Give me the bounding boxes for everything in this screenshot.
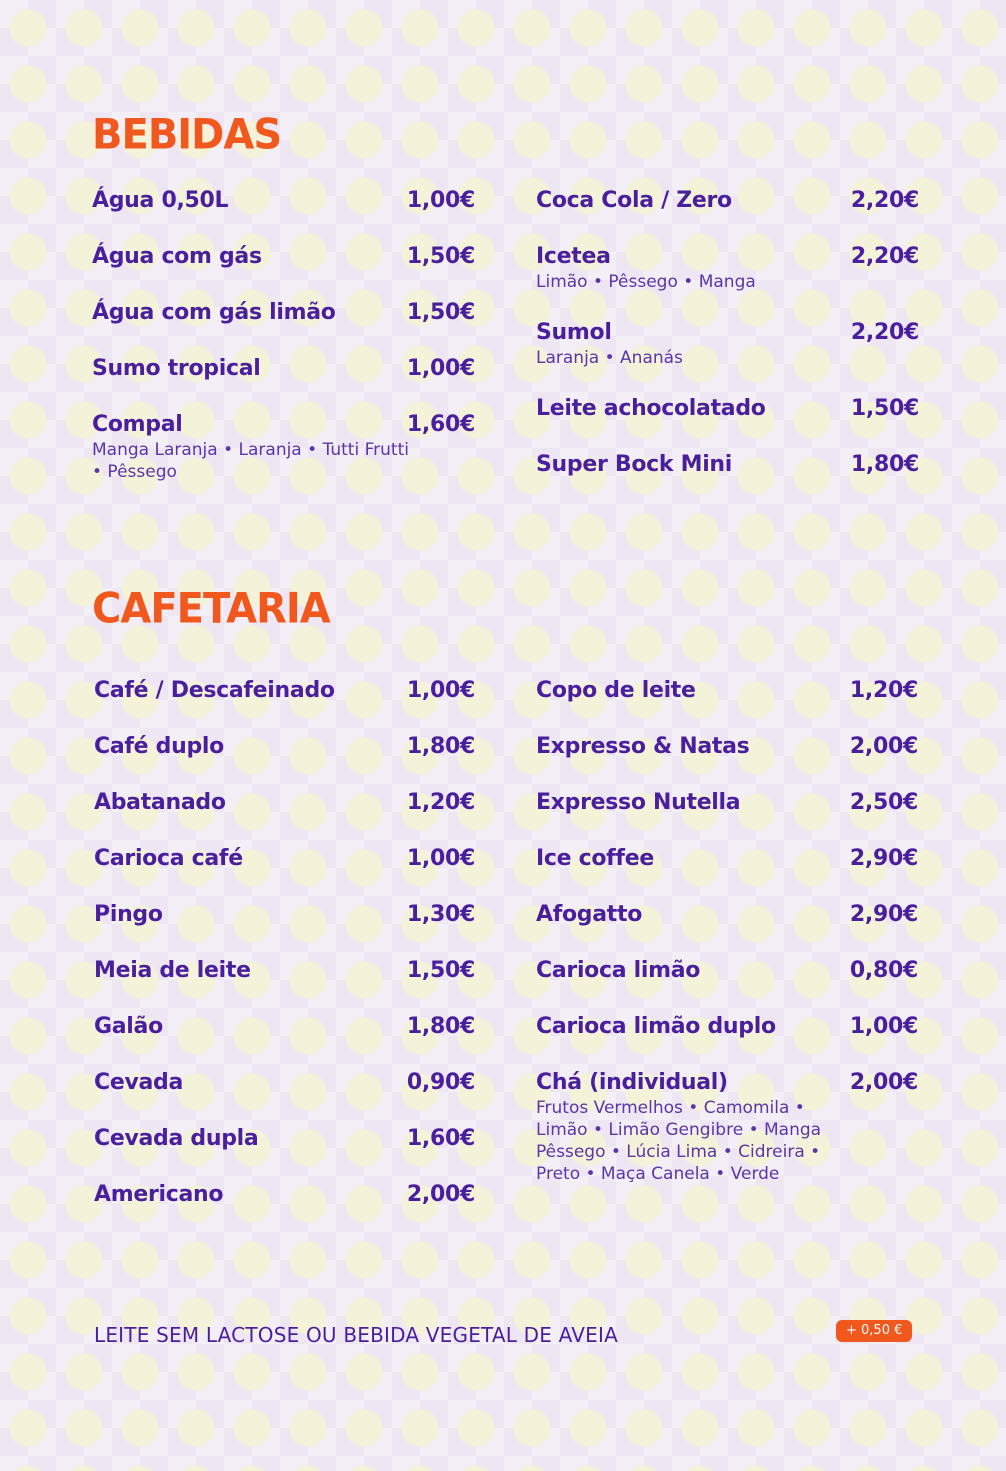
item-price: 1,50€ — [406, 958, 475, 983]
item-name: Expresso & Natas — [536, 734, 750, 759]
menu-item — [536, 899, 918, 931]
menu-item — [94, 899, 475, 931]
item-price: 1,00€ — [406, 678, 475, 703]
item-price: 1,50€ — [406, 300, 475, 325]
item-price: 2,00€ — [406, 1182, 475, 1207]
item-price: 2,20€ — [850, 188, 919, 213]
item-name: Afogatto — [536, 902, 643, 927]
menu-item — [536, 787, 918, 819]
menu-item — [536, 955, 918, 987]
menu-item — [536, 843, 918, 875]
item-description: Frutos Vermelhos • Camomila • Limão • Limão Gengibre • Manga Pêssego • Lúcia Lima • Cidreira • Preto • Maça Canela • Verde — [536, 1098, 822, 1184]
item-name: Carioca limão — [536, 958, 701, 983]
item-price: 2,20€ — [850, 320, 919, 345]
menu-item — [92, 297, 475, 329]
footer-note: LEITE SEM LACTOSE OU BEBIDA VEGETAL DE AVEIA — [94, 1323, 618, 1347]
item-name: Super Bock Mini — [536, 452, 733, 477]
item-name: Sumo tropical — [92, 356, 261, 381]
menu-item — [92, 241, 475, 273]
cafetaria-right-column — [536, 675, 918, 1209]
menu-item — [94, 1067, 475, 1099]
item-price: 1,00€ — [406, 356, 475, 381]
item-price: 1,80€ — [850, 452, 919, 477]
item-name: Leite achocolatado — [536, 396, 766, 421]
item-price: 1,00€ — [406, 188, 475, 213]
menu-item — [536, 1011, 918, 1043]
item-name: Água 0,50L — [92, 188, 229, 213]
item-price: 1,50€ — [850, 396, 919, 421]
menu-item — [536, 393, 919, 425]
menu-item — [94, 1011, 475, 1043]
item-price: 1,60€ — [406, 412, 475, 437]
section-title-cafetaria: CAFETARIA — [92, 584, 330, 634]
item-name: Americano — [94, 1182, 224, 1207]
item-name: Café duplo — [94, 734, 224, 759]
item-name: Compal — [92, 412, 183, 437]
item-description: Limão • Pêssego • Manga — [536, 272, 756, 292]
item-price: 2,90€ — [849, 846, 918, 871]
menu-item — [536, 241, 919, 293]
menu-item — [94, 1123, 475, 1155]
menu-item — [536, 1067, 918, 1185]
item-name: Expresso Nutella — [536, 790, 741, 815]
item-description: Manga Laranja • Laranja • Tutti Frutti • Pêssego — [92, 440, 409, 482]
menu-item — [94, 787, 475, 819]
item-price: 1,20€ — [849, 678, 918, 703]
item-price: 1,00€ — [849, 1014, 918, 1039]
item-price: 1,30€ — [406, 902, 475, 927]
item-price: 2,00€ — [849, 1070, 918, 1095]
item-name: Café / Descafeinado — [94, 678, 335, 703]
surcharge-badge: + 0,50 € — [836, 1320, 912, 1342]
item-price: 1,00€ — [406, 846, 475, 871]
menu-item — [92, 185, 475, 217]
bebidas-right-column — [536, 185, 919, 505]
item-description: Laranja • Ananás — [536, 348, 683, 368]
item-price: 1,60€ — [406, 1126, 475, 1151]
item-name: Carioca café — [94, 846, 243, 871]
item-name: Cevada dupla — [94, 1126, 259, 1151]
item-name: Cevada — [94, 1070, 184, 1095]
item-name: Sumol — [536, 320, 612, 345]
item-name: Chá (individual) — [536, 1070, 728, 1095]
item-name: Meia de leite — [94, 958, 251, 983]
item-price: 2,90€ — [849, 902, 918, 927]
item-price: 1,80€ — [406, 734, 475, 759]
item-name: Coca Cola / Zero — [536, 188, 732, 213]
item-price: 1,50€ — [406, 244, 475, 269]
menu-item — [536, 449, 919, 481]
menu-item — [92, 409, 475, 483]
item-name: Icetea — [536, 244, 611, 269]
item-name: Copo de leite — [536, 678, 696, 703]
item-name: Galão — [94, 1014, 163, 1039]
menu-item — [94, 1179, 475, 1211]
item-price: 2,50€ — [849, 790, 918, 815]
menu-item — [94, 675, 475, 707]
item-price: 2,00€ — [849, 734, 918, 759]
item-name: Água com gás — [92, 244, 262, 269]
item-price: 0,80€ — [849, 958, 918, 983]
menu-item — [536, 675, 918, 707]
item-name: Água com gás limão — [92, 300, 336, 325]
menu-item — [536, 185, 919, 217]
bebidas-left-column — [92, 185, 475, 507]
menu-item — [94, 843, 475, 875]
section-title-bebidas: BEBIDAS — [92, 110, 282, 160]
item-name: Abatanado — [94, 790, 226, 815]
menu-item — [92, 353, 475, 385]
item-name: Pingo — [94, 902, 163, 927]
item-price: 0,90€ — [406, 1070, 475, 1095]
item-price: 1,20€ — [406, 790, 475, 815]
menu-item — [536, 317, 919, 369]
cafetaria-left-column — [94, 675, 475, 1235]
item-price: 2,20€ — [850, 244, 919, 269]
menu-item — [94, 955, 475, 987]
menu-item — [536, 731, 918, 763]
item-name: Carioca limão duplo — [536, 1014, 776, 1039]
menu-item — [94, 731, 475, 763]
item-name: Ice coffee — [536, 846, 654, 871]
item-price: 1,80€ — [406, 1014, 475, 1039]
